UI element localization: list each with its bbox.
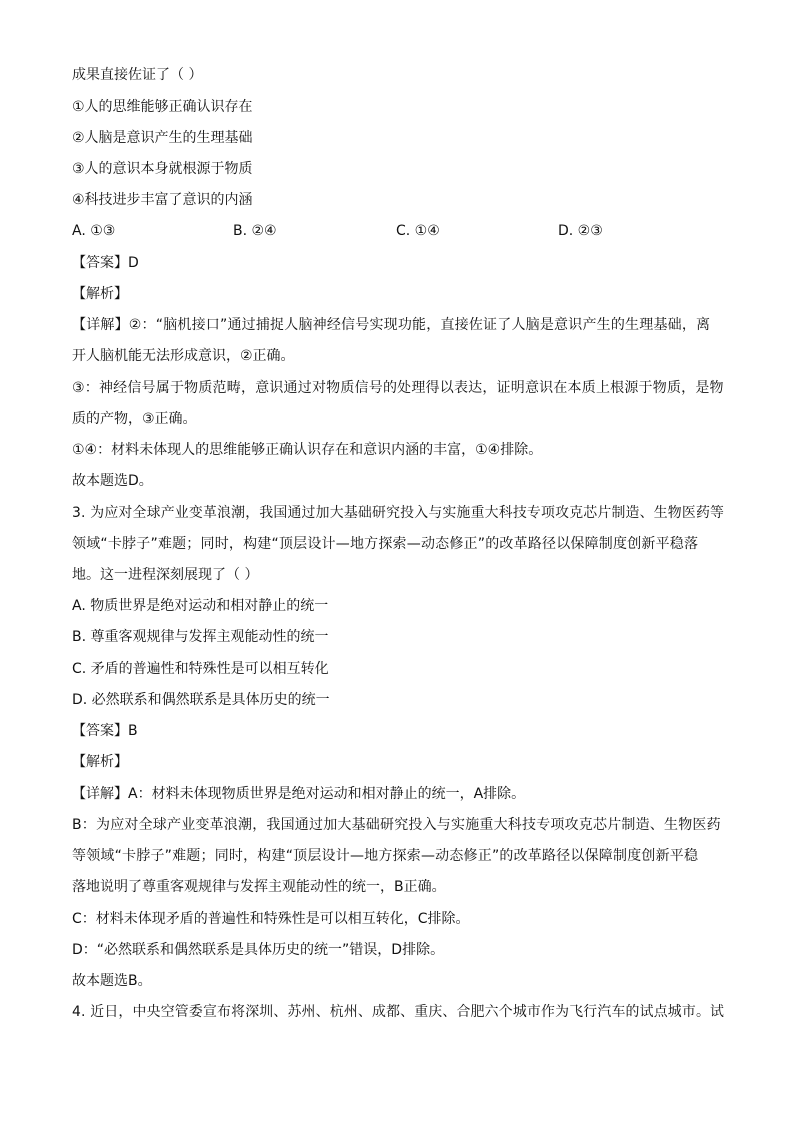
q3-option-a: A. 物质世界是绝对运动和相对静止的统一 bbox=[72, 598, 329, 614]
q3-analysis-label: 【解析】 bbox=[72, 754, 128, 770]
q2-options-row bbox=[72, 222, 724, 240]
q2-answer: 【答案】D bbox=[72, 255, 139, 271]
q2-item-2: ②人脑是意识产生的生理基础 bbox=[72, 130, 253, 146]
q2-conclusion: 故本题选D。 bbox=[72, 473, 153, 489]
q3-detail-line-3: 等领域“卡脖子”难题；同时，构建“顶层设计—地方探索—动态修正”的改革路径以保障制度创新平稳 bbox=[72, 848, 699, 864]
q2-option-b: B. ②④ bbox=[233, 223, 277, 239]
q4-stem-line-1: 4. 近日，中央空管委宣布将深圳、苏州、杭州、成都、重庆、合肥六个城市作为飞行汽车的试点城市。试 bbox=[72, 1004, 725, 1020]
q2-detail-line-3: ③：神经信号属于物质范畴，意识通过对物质信号的处理得以表达，证明意识在本质上根源于物质，是物 bbox=[72, 380, 724, 396]
q2-item-4: ④科技进步丰富了意识的内涵 bbox=[72, 192, 253, 208]
q2-option-a: A. ①③ bbox=[72, 223, 116, 239]
q3-detail-line-1: 【详解】A：材料未体现物质世界是绝对运动和相对静止的统一，A排除。 bbox=[72, 786, 526, 802]
q3-stem-line-3: 地。这一进程深刻展现了（ ） bbox=[72, 567, 259, 583]
q3-option-c: C. 矛盾的普遍性和特殊性是可以相互转化 bbox=[72, 661, 329, 677]
q2-detail-line-1: 【详解】②：“脑机接口”通过捕捉人脑神经信号实现功能，直接佐证了人脑是意识产生的生理基础，离 bbox=[72, 317, 711, 333]
q3-option-b: B. 尊重客观规律与发挥主观能动性的统一 bbox=[72, 629, 329, 645]
q2-detail-line-4: 质的产物，③正确。 bbox=[72, 411, 197, 427]
q3-option-d: D. 必然联系和偶然联系是具体历史的统一 bbox=[72, 692, 330, 708]
q3-stem-line-1: 3. 为应对全球产业变革浪潮，我国通过加大基础研究投入与实施重大科技专项攻克芯片制造、生物医药等 bbox=[72, 505, 725, 521]
q3-answer: 【答案】B bbox=[72, 723, 138, 739]
q3-detail-line-4: 落地说明了尊重客观规律与发挥主观能动性的统一，B正确。 bbox=[72, 879, 446, 895]
q3-conclusion: 故本题选B。 bbox=[72, 973, 152, 989]
q2-stem-tail: 成果直接佐证了（ ） bbox=[72, 67, 203, 83]
q2-option-c: C. ①④ bbox=[396, 223, 440, 239]
q2-item-1: ①人的思维能够正确认识存在 bbox=[72, 99, 253, 115]
q2-detail-line-2: 开人脑机能无法形成意识，②正确。 bbox=[72, 348, 295, 364]
q3-detail-line-5: C：材料未体现矛盾的普遍性和特殊性是可以相互转化，C排除。 bbox=[72, 911, 470, 927]
q3-stem-line-2: 领域“卡脖子”难题；同时，构建“顶层设计—地方探索—动态修正”的改革路径以保障制度创新平稳落 bbox=[72, 536, 699, 552]
q2-item-3: ③人的意识本身就根源于物质 bbox=[72, 161, 253, 177]
q2-detail-line-5: ①④：材料未体现人的思维能够正确认识存在和意识内涵的丰富，①④排除。 bbox=[72, 442, 543, 458]
q2-analysis-label: 【解析】 bbox=[72, 286, 128, 302]
q3-detail-line-6: D：“必然联系和偶然联系是具体历史的统一”错误，D排除。 bbox=[72, 942, 445, 958]
q2-option-d: D. ②③ bbox=[558, 223, 603, 239]
q3-detail-line-2: B：为应对全球产业变革浪潮，我国通过加大基础研究投入与实施重大科技专项攻克芯片制造、生物医药 bbox=[72, 817, 721, 833]
